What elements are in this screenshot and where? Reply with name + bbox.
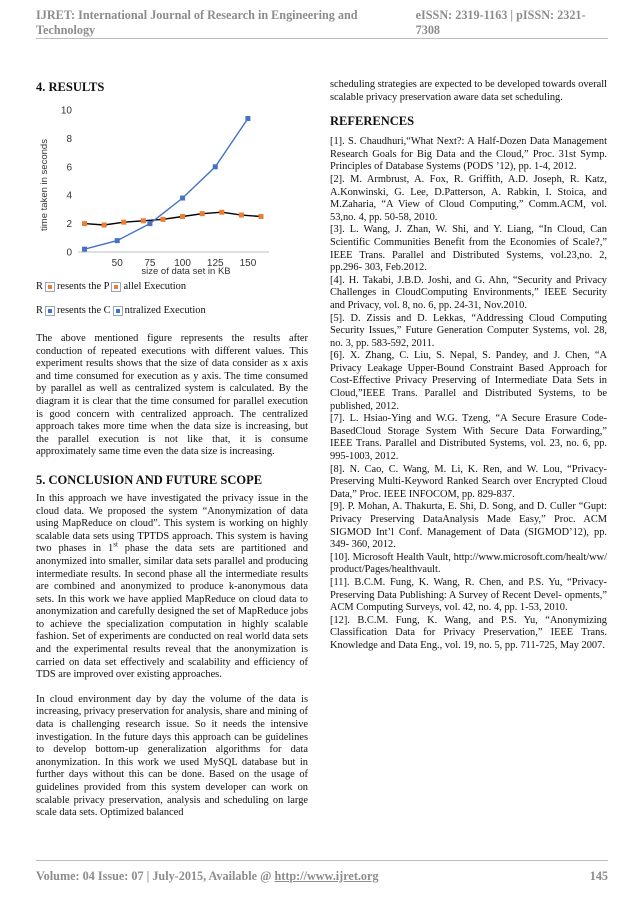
data-point-centralized bbox=[82, 247, 87, 252]
data-point-parallel bbox=[180, 214, 185, 219]
results-chart bbox=[36, 102, 308, 278]
reference-item: [6]. X. Zhang, C. Liu, S. Nepal, S. Pandey, and J. Chen, “A Privacy Leakage Upper-Bound Constraint Based Approach for Cost-Effective Privacy Preserving of Intermediate Data Sets in Cloud,”IEEE Trans. Parallel and Distributed Systems, to be published, 2012. bbox=[330, 350, 607, 412]
data-point-parallel bbox=[160, 217, 165, 222]
x-tick-label: 125 bbox=[206, 258, 224, 269]
data-point-centralized bbox=[180, 196, 185, 201]
x-tick-label: 150 bbox=[239, 258, 257, 269]
header-divider bbox=[36, 38, 608, 39]
reference-item: [1]. S. Chaudhuri,“What Next?: A Half-Dozen Data Management Research Goals for Big Data and the Cloud,” Proc. 31st Symp. Principles of Database Systems (PODS ’12), pp. 1-4, 2012. bbox=[330, 136, 607, 173]
data-point-parallel bbox=[219, 210, 224, 215]
data-point-parallel bbox=[102, 223, 107, 228]
journal-title: IJRET: International Journal of Research in Engineering and Technology bbox=[36, 8, 358, 37]
left-column bbox=[36, 80, 308, 820]
reference-item: [10]. Microsoft Health Vault, http://www.microsoft.com/healt/ww/product/Pages/healthvault. bbox=[330, 551, 607, 576]
data-point-centralized bbox=[213, 164, 218, 169]
legend-central-mid: resents the C bbox=[56, 304, 111, 316]
reference-item: [2]. M. Armbrust, A. Fox, R. Griffith, A.D. Joseph, R. Katz, A.Konwinski, G. Lee, D.Patterson, A. Rabkin, I. Stoica, and M.Zaharia, “A View of Cloud Computing,” Comm.ACM, vol. 53,no. 4, pp. 50-58, 2010. bbox=[330, 173, 607, 223]
series-line-centralized bbox=[85, 119, 248, 250]
chart-series bbox=[82, 116, 263, 252]
superscript-st: st bbox=[113, 540, 118, 549]
page-number: 145 bbox=[589, 868, 608, 883]
centralized-marker-icon-2 bbox=[113, 306, 123, 316]
data-point-centralized bbox=[147, 221, 152, 226]
conclusion-p1-a: In this approach we have investigated the privacy issue in the cloud data. We proposed the system “Anonymization of data using MapReduce on cloud”. This system is working on highly scalable data sets using TPTDS approach. This system is having two phases in 1 bbox=[36, 492, 308, 555]
y-tick-label: 8 bbox=[66, 133, 72, 145]
reference-item: [11]. B.C.M. Fung, K. Wang, R. Chen, and P.S. Yu, “Privacy-Preserving Data Publishing: A Survey of Recent Devel- opments,” ACM Computing Surveys, vol. 42, no. 4, pp. 1-53, 2010. bbox=[330, 576, 607, 614]
conclusion-heading: 5. CONCLUSION AND FUTURE SCOPE bbox=[36, 472, 263, 487]
data-point-centralized bbox=[245, 116, 250, 121]
journal-link[interactable]: http://www.ijret.org bbox=[274, 868, 379, 883]
legend-parallel-prefix: R bbox=[36, 280, 43, 292]
chart-x-label: size of data set in KB bbox=[141, 266, 231, 277]
legend-central-suffix: ntralized Execution bbox=[124, 304, 206, 316]
data-point-parallel bbox=[259, 214, 264, 219]
x-tick-label: 50 bbox=[111, 258, 123, 269]
reference-item: [8]. N. Cao, C. Wang, M. Li, K. Ren, and W. Lou, “Privacy-Preserving Multi-Keyword Ranked Search over Encrypted Cloud Data,” Proc. IEEE INFOCOM, pp. 829-837. bbox=[330, 463, 607, 500]
y-tick-label: 0 bbox=[66, 247, 72, 259]
legend-parallel-suffix: allel Execution bbox=[123, 280, 187, 292]
reference-list bbox=[330, 136, 607, 652]
conclusion-continuation: scheduling strategies are expected to be developed towards overall scalable privacy preservation aware data set scheduling. bbox=[330, 79, 607, 103]
parallel-marker-icon bbox=[45, 282, 55, 292]
series-line-parallel bbox=[85, 212, 262, 225]
y-tick-label: 10 bbox=[60, 105, 72, 117]
x-tick-label: 75 bbox=[144, 258, 156, 269]
parallel-marker-icon-2 bbox=[111, 282, 121, 292]
issn: eISSN: 2319-1163 | pISSN: 2321-7308 bbox=[415, 8, 586, 37]
x-tick-label: 100 bbox=[174, 258, 191, 269]
y-tick-label: 4 bbox=[66, 190, 72, 202]
reference-item: [12]. B.C.M. Fung, K. Wang, and P.S. Yu, “Anonymizing Classification Data for Privacy Preservation,” IEEE Trans. Knowledge and Data Eng., vol. 19, no. 5, pp. 711-725, May 2007. bbox=[330, 614, 607, 651]
data-point-parallel bbox=[121, 220, 126, 225]
results-paragraph: The above mentioned figure represents the results after conduction of repeated executions with different values. This experiment results shows that the size of data consider as x axis and time consumed for execution as y axis. The time consumed by parallel as well as centralized system is calculated. By the diagram it is clear that the time consumed for parallel execution is good concern with centralized approach. The centralized approach takes more time when the data size is increasing, but the parallel execution is not like that, it is consume approximately same time even the data size is increasing. bbox=[36, 333, 308, 458]
chart-svg bbox=[36, 102, 308, 278]
legend-centralized bbox=[36, 304, 308, 318]
data-point-centralized bbox=[115, 238, 120, 243]
y-tick-label: 6 bbox=[66, 162, 72, 174]
reference-item: [7]. L. Hsiao-Ying and W.G. Tzeng, “A Secure Erasure Code-BasedCloud Storage System With Secure Data Forwarding,” IEEE Trans. Parallel and Distributed Systems, vol. 23, no. 6, pp. 995-1003, 2012. bbox=[330, 413, 607, 463]
results-heading: 4. RESULTS bbox=[36, 80, 105, 94]
running-footer bbox=[36, 866, 608, 886]
data-point-parallel bbox=[239, 213, 244, 218]
chart-y-ticks bbox=[61, 106, 73, 259]
footer-divider bbox=[36, 860, 608, 861]
chart-y-label: time taken in seconds bbox=[39, 139, 50, 231]
running-header bbox=[36, 10, 608, 36]
conclusion-paragraph-1 bbox=[36, 493, 308, 682]
reference-item: [5]. D. Zissis and D. Lekkas, “Addressing Cloud Computing Security Issues,” Future Generation Computer Systems, vol. 28, no. 3, pp. 583-592, 2011. bbox=[330, 312, 607, 349]
legend-parallel-mid: resents the P bbox=[56, 280, 110, 292]
reference-item: [4]. H. Takabi, J.B.D. Joshi, and G. Ahn, “Security and Privacy Challenges in CloudComputing Environments,” IEEE Security and Privacy, vol. 8, no. 6, pp. 24-31, Nov.2010. bbox=[330, 274, 607, 311]
data-point-parallel bbox=[141, 218, 146, 223]
references-heading: REFERENCES bbox=[330, 114, 415, 129]
data-point-parallel bbox=[82, 221, 87, 226]
footer-volume-text: Volume: 04 Issue: 07 | July-2015, Available @ bbox=[36, 868, 275, 883]
legend-central-prefix: R bbox=[36, 304, 43, 316]
conclusion-paragraph-2: In cloud environment day by day the volume of the data is increasing, privacy preservation for analysis, share and mining of data is challenging research issue. So it needs the intensive investigation. In the future days this approach can be guidelines to develop bottom-up generalization algorithms for data anonymization. In this work we used MySQL database but in further days without this can be done. Based on the usage of guidelines provided from this system developer can work on scalable privacy preservation, analysis and scheduling on large scale data sets. Optimized balanced bbox=[36, 693, 308, 819]
data-point-parallel bbox=[200, 211, 205, 216]
footer-volume bbox=[36, 869, 379, 884]
y-tick-label: 2 bbox=[66, 219, 72, 231]
reference-item: [9]. P. Mohan, A. Thakurta, E. Shi, D. Song, and D. Culler “Gupt: Privacy Preserving DataAnalysis Made Easy,” Proc. ACM SIGMOD Int’l Conf. Management of Data (SIGMOD’12), pp. 349- 360, 2012. bbox=[330, 501, 607, 551]
reference-item: [3]. L. Wang, J. Zhan, W. Shi, and Y. Liang, “In Cloud, Can Scientific Communities Benefit from the Economies of Scale?,” IEEE Trans. Parallel and Distributed Systems, vol.23,no. 2, pp.296- 303, Feb.2012. bbox=[330, 224, 607, 274]
right-column bbox=[330, 79, 607, 653]
legend-parallel bbox=[36, 280, 308, 294]
centralized-marker-icon bbox=[45, 306, 55, 316]
conclusion-p1-b: phase the data sets are partitioned and anonymized into smaller, similar data sets parallel and producing intermediate results. In second phase all the intermediate results are combined and anonymized to produce k-anonymous data sets. In this work we have applied MapReduce on cloud data to anonymization and carefully designed the set of MapReduce jobs to achieve the specialization computation in highly scalable fashion. Set of experiments are conducted on real world data sets and the experimental results reveal that the anonymization is carried on data set effectively and scalability and efficiency of TDS are improved over existing approaches. bbox=[36, 543, 308, 681]
